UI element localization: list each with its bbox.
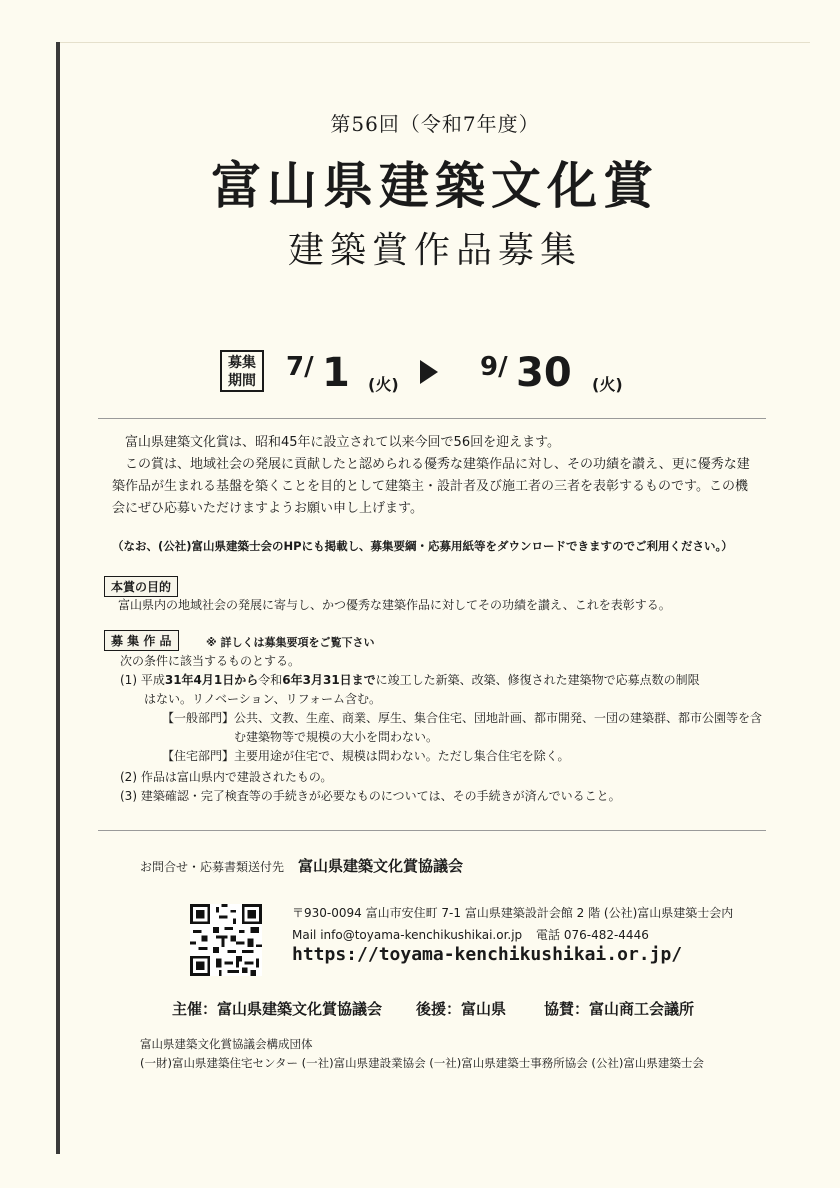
- arrow-right-icon: [420, 360, 438, 384]
- condition-1-post: に竣工した新築、改築、修復された建築物で応募点数の制限: [375, 673, 700, 687]
- host-organization: 主催：富山県建築文化賞協議会: [172, 1000, 383, 1018]
- period-badge-line2: 期間: [228, 373, 256, 389]
- page-title: 富山県建築文化賞: [211, 156, 659, 215]
- start-day: 1: [322, 350, 350, 396]
- general-category-line2: む建築物等で規模の大小を問わない。: [234, 730, 439, 744]
- condition-1-start-date: 31年4月1日から: [164, 673, 259, 687]
- divider-top: [98, 418, 766, 419]
- general-category-text: 公共、文教、生産、商業、厚生、集合住宅、団地計画、都市開発、一団の建築群、都市公園等を含: [234, 711, 763, 725]
- period-badge: [220, 350, 264, 392]
- condition-2: (2) 作品は富山県内で建設されたもの。: [120, 770, 333, 784]
- contact-label: お問合せ・応募書類送付先: [140, 860, 285, 874]
- end-month: 9/: [480, 352, 508, 382]
- website-link[interactable]: https://toyama-kenchikushikai.or.jp/: [292, 944, 683, 965]
- supporting-organization: 後援：富山県: [416, 1000, 507, 1018]
- residential-category: [162, 747, 570, 766]
- condition-1: [120, 671, 700, 690]
- intro-paragraph-2: この賞は、地域社会の発展に貢献したと認められる優秀な建築作品に対し、その功績を讃え、更に優秀な建築作品が生まれる基盤を築くことを目的として建築主・設計者及び施工者の三者を表彰するものです。この機会にぜひ応募いただけますようお願い申し上げます。: [112, 457, 750, 516]
- contact-mail-phone: [292, 926, 649, 943]
- works-note: ※ 詳しくは募集要項をご覧下さい: [206, 636, 375, 649]
- condition-1-mid: 令和: [258, 673, 283, 687]
- download-note: （なお、(公社)富山県建築士会のHPにも掲載し、募集要綱・応募用紙等をダウンロードできますのでご利用ください。）: [112, 539, 733, 553]
- intro-paragraph-1: 富山県建築文化賞は、昭和45年に設立されて以来今回で56回を迎えます。: [125, 435, 561, 450]
- end-day: 30: [516, 350, 572, 396]
- works-lead: 次の条件に該当するものとする。: [120, 654, 301, 668]
- residential-category-label: 【住宅部門】: [162, 749, 235, 763]
- page-top-edge: [60, 42, 810, 43]
- general-category: [162, 709, 762, 728]
- member-organizations-list: (一財)富山県建築住宅センター (一社)富山県建設業協会 (一社)富山県建築士事務所協会 (公社)富山県建築士会: [140, 1056, 704, 1070]
- general-category-label: 【一般部門】: [162, 711, 235, 725]
- condition-1-number: (1): [120, 673, 137, 687]
- qr-code-icon[interactable]: [190, 904, 262, 976]
- residential-category-text: 主要用途が住宅で、規模は問わない。ただし集合住宅を除く。: [234, 749, 570, 763]
- purpose-heading: 本賞の目的: [104, 576, 178, 597]
- start-month: 7/: [286, 352, 314, 382]
- contact-mail[interactable]: Mail info@toyama-kenchikushikai.or.jp: [292, 928, 523, 942]
- application-period: [220, 350, 640, 400]
- member-organizations-heading: 富山県建築文化賞協議会構成団体: [140, 1037, 313, 1051]
- purpose-text: 富山県内の地域社会の発展に寄与し、かつ優秀な建築作品に対してその功績を讃え、これを表彰する。: [118, 598, 671, 612]
- contact-address: 〒930-0094 富山市安住町 7-1 富山県建築設計会館 2 階 (公社)富山県建築士会内: [292, 906, 734, 920]
- contact-phone: 電話 076-482-4446: [536, 928, 649, 942]
- page-subtitle: 建築賞作品募集: [287, 230, 582, 271]
- contact-organization: 富山県建築文化賞協議会: [298, 857, 464, 875]
- end-weekday: (火): [592, 375, 623, 394]
- start-weekday: (火): [368, 375, 399, 394]
- condition-3: (3) 建築確認・完了検査等の手続きが必要なものについては、その手続きが済んでいること。: [120, 789, 621, 803]
- edition-label: 第56回（令和7年度）: [330, 112, 540, 136]
- condition-1-line2: はない。リノベーション、リフォーム含む。: [144, 692, 382, 706]
- condition-1-pre: 平成: [140, 673, 165, 687]
- condition-1-end-date: 6年3月31日まで: [282, 673, 376, 687]
- period-badge-line1: 募集: [228, 355, 256, 371]
- cosponsor-organization: 協賛：富山商工会議所: [544, 1000, 695, 1018]
- divider-bottom: [98, 830, 766, 831]
- works-heading: 募 集 作 品: [104, 630, 179, 651]
- intro-text: [112, 432, 760, 520]
